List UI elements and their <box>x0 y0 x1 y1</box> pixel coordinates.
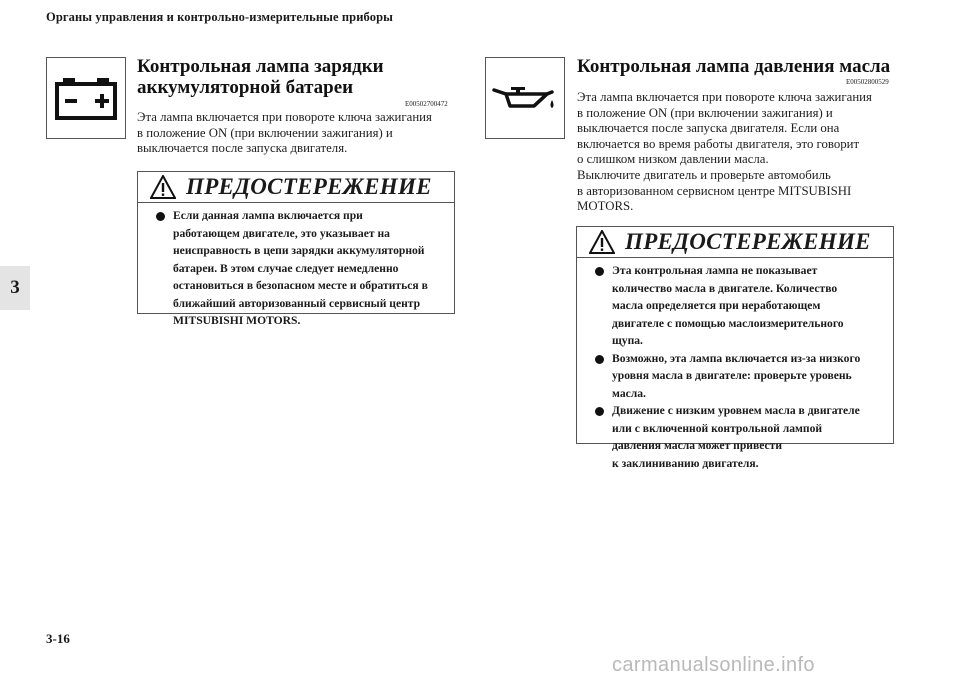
warning-item: Если данная лампа включается при работающем двигателе, это указывает на неисправность в цепи зарядки аккумуляторной батареи. В этом случае следует немедленно остановиться в безопасном месте и обратиться в ближайший авторизованный сервисный центр MITSUBISHI MOTORS. <box>148 207 446 330</box>
page-number: 3-16 <box>46 631 70 646</box>
bullet-icon <box>156 212 165 221</box>
warning-item: Эта контрольная лампа не показывает количество масла в двигателе. Количество масла определяется при неработающем двигателе с помощью маслоизмерительного щупа. <box>587 262 885 350</box>
warning-header <box>577 227 893 258</box>
warning-list <box>138 203 454 330</box>
warning-list <box>577 258 893 472</box>
battery-icon <box>55 76 117 120</box>
battery-section-body: Эта лампа включается при повороте ключа зажигания в положение ON (при включении зажигания) и выключается после запуска двигателя. <box>137 110 432 156</box>
oil-section-title: Контрольная лампа давления масла <box>577 56 891 77</box>
warning-header <box>138 172 454 203</box>
warning-triangle-icon <box>150 175 176 199</box>
chapter-tab <box>0 266 30 310</box>
bullet-icon <box>595 267 604 276</box>
warning-triangle-icon <box>589 230 615 254</box>
watermark-text: carmanualsonline.info <box>612 654 815 676</box>
bullet-icon <box>595 407 604 416</box>
battery-warning-box <box>137 171 455 327</box>
oil-warning-box <box>576 226 894 470</box>
warning-item: Движение с низким уровнем масла в двигателе или с включенной контрольной лампой давления масла может привести к заклиниванию двигателя. <box>587 402 885 472</box>
warning-title: ПРЕДОСТЕРЕЖЕНИЕ <box>186 174 432 199</box>
chapter-number: 3 <box>10 277 20 298</box>
battery-section-code: E00502700472 <box>405 100 448 108</box>
oil-can-icon <box>492 78 558 118</box>
bullet-icon <box>595 355 604 364</box>
oil-section-code: E00502800529 <box>846 78 889 86</box>
battery-icon-box <box>46 57 126 139</box>
page-header: Органы управления и контрольно-измерительные приборы <box>46 10 393 24</box>
battery-section-title: Контрольная лампа зарядки аккумуляторной батареи <box>137 56 384 98</box>
oil-section-body: Эта лампа включается при повороте ключа зажигания в положение ON (при включении зажигания) и выключается после запуска двигателя. Если она включается во время работы двигателя, это говорит о слишком низком давлении масла. Выключите двигатель и проверьте автомобиль в авторизованном сервисном центре MITSUBISHI MOTORS. <box>577 90 872 214</box>
warning-title: ПРЕДОСТЕРЕЖЕНИЕ <box>625 229 871 254</box>
warning-item: Возможно, эта лампа включается из-за низкого уровня масла в двигателе: проверьте уровень масла. <box>587 350 885 403</box>
oil-icon-box <box>485 57 565 139</box>
